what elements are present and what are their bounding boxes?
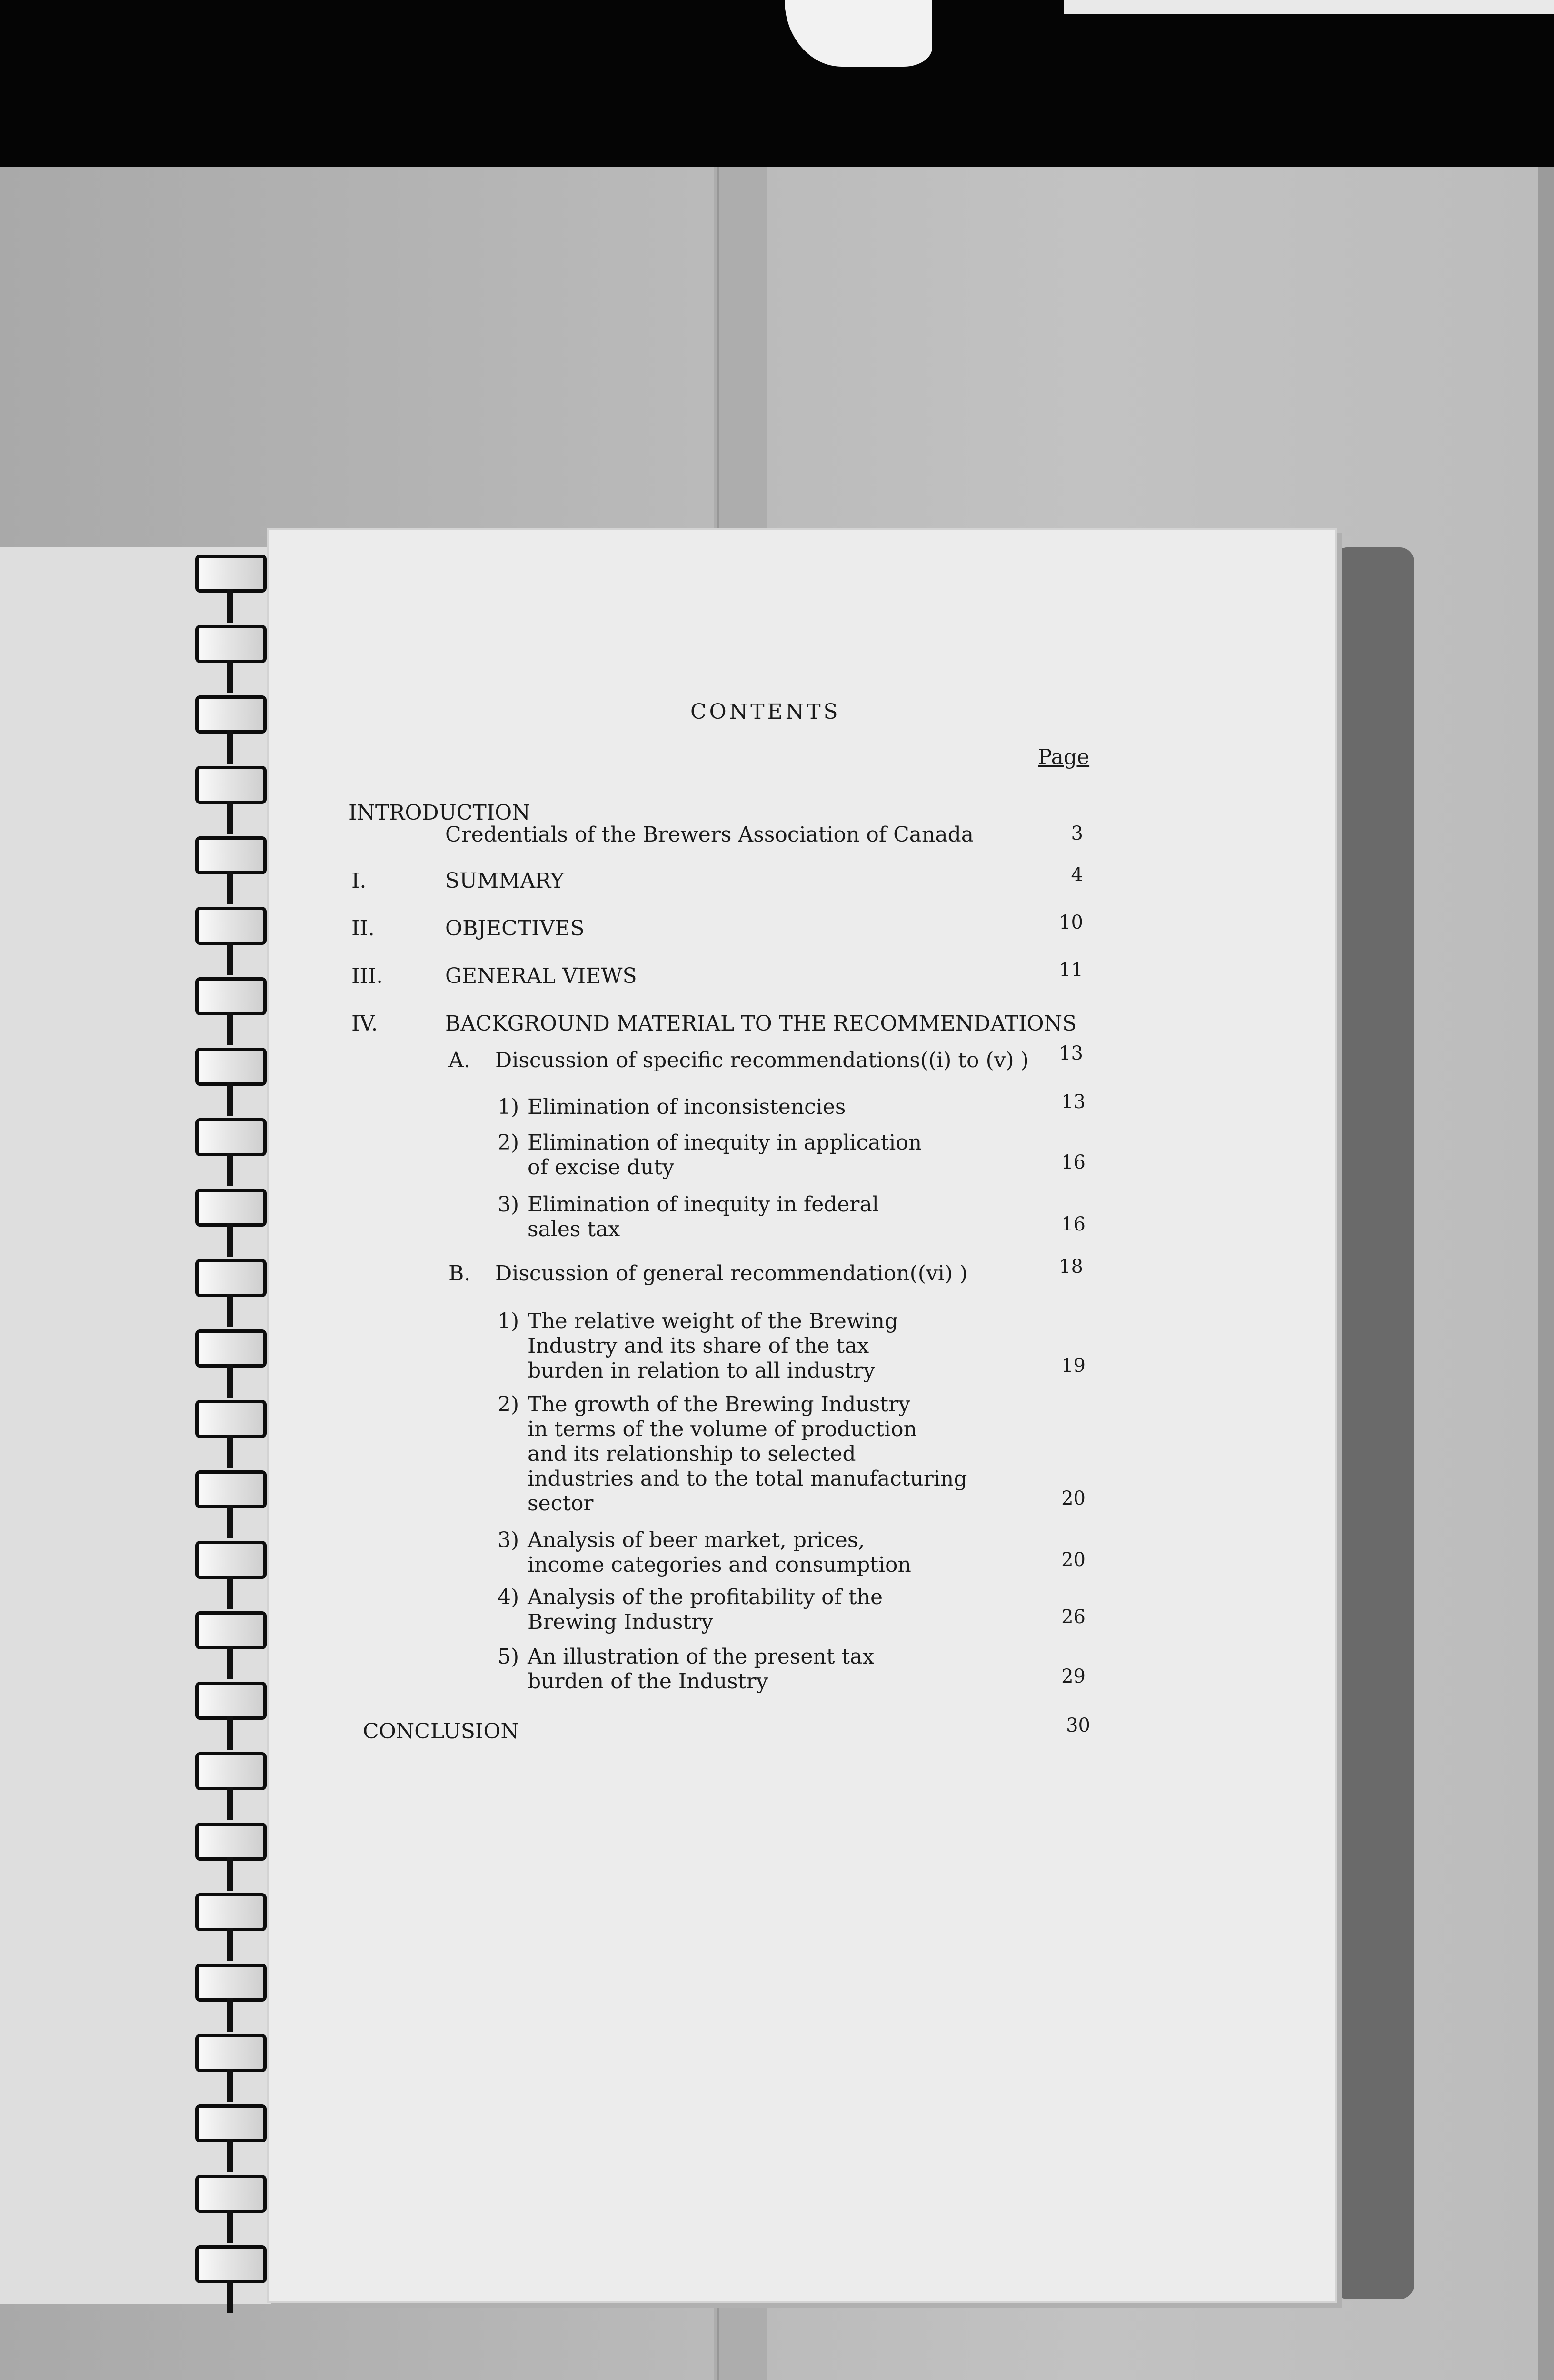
film-strip [1064,0,1554,14]
item-text-line: income categories and consumption [528,1553,911,1577]
item-page: 20 [1061,1549,1086,1571]
section-numeral: I. [351,869,367,893]
section-title: GENERAL VIEWS [445,964,637,988]
binding-ring [195,555,267,593]
page-shadow [1333,547,1414,2299]
item-page: 29 [1061,1666,1086,1687]
part-page: 13 [1059,1042,1083,1064]
binding-ring [195,2104,267,2142]
part-title: Discussion of specific recommendations((i) to (v) ) [495,1048,1029,1072]
section-page: 10 [1059,912,1083,933]
binding-ring [195,1893,267,1931]
conclusion-page: 30 [1066,1715,1090,1736]
binding-ring [195,1541,267,1579]
binding-ring [195,836,267,874]
binding-ring [195,907,267,945]
item-text-line: and its relationship to selected [528,1442,856,1466]
item-text-line: Analysis of beer market, prices, [528,1528,865,1552]
item-number: 1) [498,1095,519,1119]
item-text-line: Elimination of inequity in federal [528,1192,879,1217]
item-page: 26 [1061,1606,1086,1628]
item-number: 2) [498,1392,519,1417]
item-number: 3) [498,1192,519,1217]
item-number: 5) [498,1645,519,1669]
section-numeral: IV. [351,1012,378,1036]
binding-ring [195,1752,267,1790]
spiral-binding [195,543,276,2304]
section-numeral: III. [351,964,383,988]
binding-ring [195,1964,267,2002]
item-number: 3) [498,1528,519,1552]
introduction-label: INTRODUCTION [349,801,530,825]
binding-ring [195,766,267,804]
binding-ring [195,977,267,1015]
introduction-page: 3 [1071,823,1083,844]
section-page: 11 [1059,959,1083,981]
item-text-line: sales tax [528,1217,620,1241]
section-page: 4 [1071,864,1083,886]
part-title: Discussion of general recommendation((vi) ) [495,1261,968,1286]
binding-ring [195,695,267,734]
binding-ring [195,1259,267,1297]
item-text-line: of excise duty [528,1155,674,1180]
binding-ring [195,1611,267,1649]
binding-ring [195,625,267,663]
part-letter: B. [448,1261,471,1286]
binding-ring [195,1189,267,1227]
conclusion-label: CONCLUSION [363,1719,519,1744]
item-text-line: Elimination of inequity in application [528,1130,922,1155]
binding-ring [195,1048,267,1086]
binding-ring [195,1470,267,1508]
item-number: 2) [498,1130,519,1155]
item-page: 19 [1061,1355,1086,1377]
section-numeral: II. [351,916,375,941]
item-text-line: sector [528,1491,594,1516]
item-page: 16 [1061,1151,1086,1173]
binding-ring [195,1400,267,1438]
binding-ring [195,1682,267,1720]
item-text-line: Industry and its share of the tax [528,1334,869,1358]
item-text-line: Analysis of the profitability of the [528,1585,883,1609]
section-title: SUMMARY [445,869,564,893]
binding-ring [195,2034,267,2072]
section-title: OBJECTIVES [445,916,585,941]
item-text-line: Elimination of inconsistencies [528,1095,846,1119]
backdrop-edge [1538,167,1554,2380]
item-page: 20 [1061,1488,1086,1509]
item-text-line: An illustration of the present tax [528,1645,875,1669]
item-text-line: in terms of the volume of production [528,1417,917,1441]
item-text-line: burden of the Industry [528,1669,768,1694]
introduction-entry: Credentials of the Brewers Association of Canada [445,823,974,847]
part-letter: A. [448,1048,470,1072]
binding-ring [195,2175,267,2213]
section-title: BACKGROUND MATERIAL TO THE RECOMMENDATIONS [445,1012,1077,1036]
item-text-line: The growth of the Brewing Industry [528,1392,910,1417]
binding-ring [195,1329,267,1368]
page-title: CONTENTS [690,700,841,724]
item-text-line: burden in relation to all industry [528,1359,875,1383]
binding-ring [195,2245,267,2283]
item-page: 13 [1061,1091,1086,1113]
item-page: 16 [1061,1213,1086,1235]
item-text-line: The relative weight of the Brewing [528,1309,898,1333]
item-text-line: industries and to the total manufacturing [528,1467,967,1491]
binding-ring [195,1823,267,1861]
binding-ring [195,1118,267,1156]
item-number: 4) [498,1585,519,1609]
film-tab [785,0,932,67]
item-text-line: Brewing Industry [528,1610,714,1634]
page-column-label: Page [1038,745,1090,769]
part-page: 18 [1059,1256,1083,1278]
item-number: 1) [498,1309,519,1333]
